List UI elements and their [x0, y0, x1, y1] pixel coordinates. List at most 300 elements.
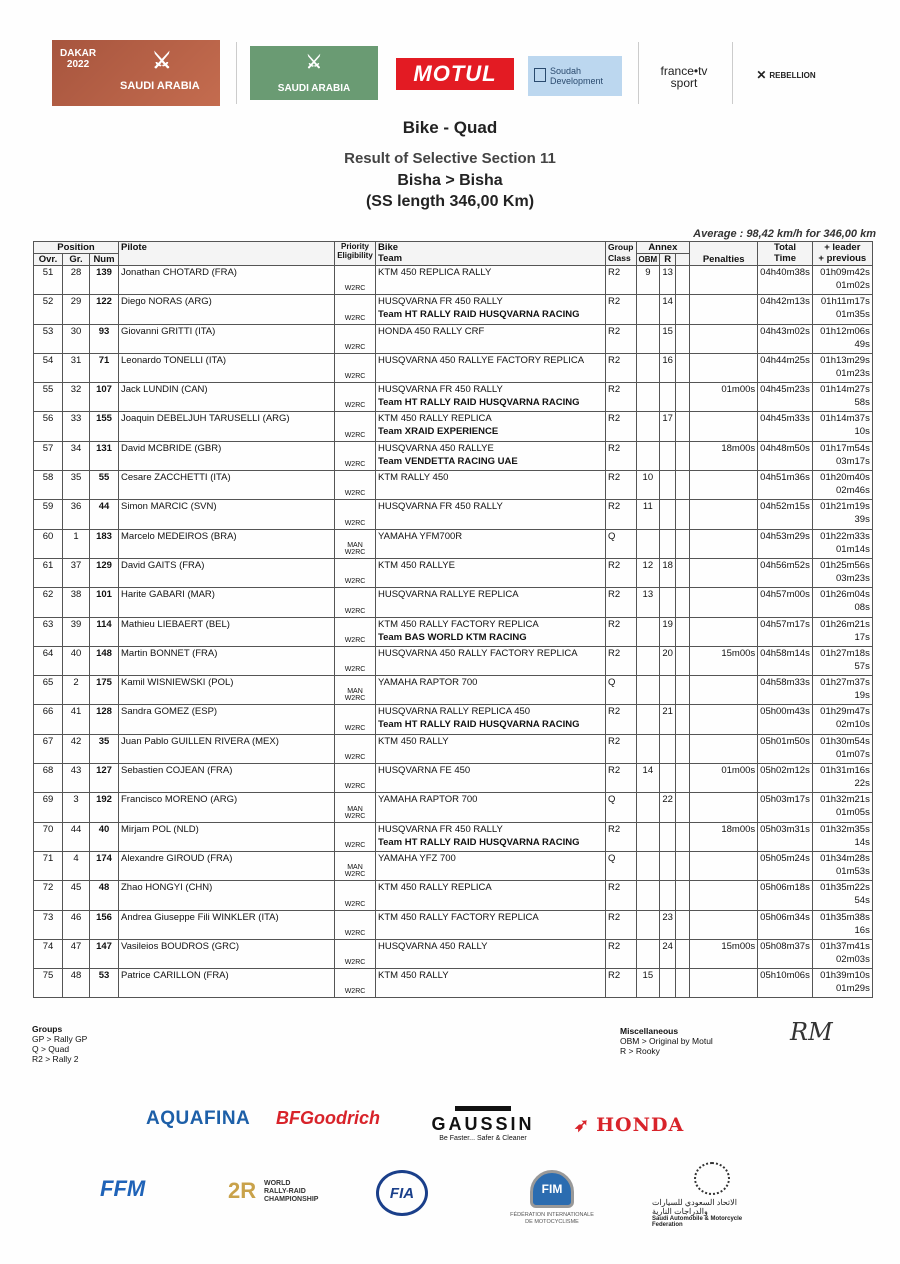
cell-num: 44 — [90, 500, 119, 529]
header-class-label: Class — [608, 253, 631, 263]
gap-leader: 01h39m10s — [820, 970, 870, 982]
cell-gaps — [812, 822, 872, 851]
header-priority-label: Priority — [340, 242, 369, 251]
cell-ovr: 70 — [34, 822, 63, 851]
bike-name: HUSQVARNA FR 450 RALLY — [378, 823, 503, 835]
cell-bike-team — [376, 295, 606, 324]
gap-leader: 01h31m16s — [820, 765, 870, 777]
cell-num: 93 — [90, 324, 119, 353]
cell-num: 147 — [90, 939, 119, 968]
cell-group-class: R2 — [606, 383, 637, 412]
cell-gaps — [812, 910, 872, 939]
table-row — [34, 441, 873, 470]
table-row — [34, 881, 873, 910]
cell-group-class: R2 — [606, 266, 637, 295]
cell-annex-blank — [676, 705, 690, 734]
cell-gr: 42 — [63, 734, 90, 763]
cell-gr: 3 — [63, 793, 90, 822]
header-position: Position — [34, 242, 119, 254]
cell-penalties — [690, 734, 758, 763]
cell-num: 122 — [90, 295, 119, 324]
cell-eligibility: W2RC — [335, 734, 376, 763]
table-row — [34, 969, 873, 998]
cell-eligibility: W2RC — [335, 353, 376, 382]
cell-annex-blank — [676, 676, 690, 705]
cell-penalties — [690, 851, 758, 880]
table-row — [34, 383, 873, 412]
cell-gaps — [812, 676, 872, 705]
cell-group-class: R2 — [606, 558, 637, 587]
cell-ovr: 59 — [34, 500, 63, 529]
gap-previous: 58s — [854, 397, 870, 409]
cell-gaps — [812, 734, 872, 763]
gap-leader: 01h14m37s — [820, 413, 870, 425]
cell-penalties — [690, 705, 758, 734]
cell-gaps — [812, 617, 872, 646]
cell-obm — [636, 939, 660, 968]
cell-rooky — [660, 529, 676, 558]
header-penalties: Penalties — [690, 242, 758, 266]
gap-leader: 01h27m37s — [820, 677, 870, 689]
cell-annex-blank — [676, 266, 690, 295]
bike-name: YAMAHA RAPTOR 700 — [378, 677, 478, 689]
cell-obm: 12 — [636, 558, 660, 587]
gap-previous: 03m17s — [836, 455, 870, 467]
cell-num: 192 — [90, 793, 119, 822]
cell-rooky: 22 — [660, 793, 676, 822]
cell-annex-blank — [676, 646, 690, 675]
gap-previous: 01m14s — [836, 543, 870, 555]
header-annex-blank — [676, 254, 690, 266]
palm-swords-icon: ⚔ — [152, 48, 172, 73]
bike-name: YAMAHA YFZ 700 — [378, 852, 456, 864]
cell-num: 114 — [90, 617, 119, 646]
cell-gaps — [812, 353, 872, 382]
cell-penalties — [690, 910, 758, 939]
cell-total-time: 05h05m24s — [758, 851, 813, 880]
cell-obm: 15 — [636, 969, 660, 998]
cell-num: 183 — [90, 529, 119, 558]
cell-bike-team — [376, 617, 606, 646]
cell-group-class: R2 — [606, 969, 637, 998]
cell-obm — [636, 383, 660, 412]
cell-penalties — [690, 324, 758, 353]
cell-gr: 30 — [63, 324, 90, 353]
cell-rooky: 19 — [660, 617, 676, 646]
bike-name: HUSQVARNA 450 RALLYE — [378, 442, 494, 454]
cell-penalties — [690, 295, 758, 324]
gap-previous: 01m07s — [836, 748, 870, 760]
bike-name: YAMAHA RAPTOR 700 — [378, 794, 478, 806]
cell-ovr: 64 — [34, 646, 63, 675]
cell-pilote: Andrea Giuseppe Fili WINKLER (ITA) — [119, 910, 335, 939]
results-body — [34, 266, 873, 998]
cell-bike-team — [376, 676, 606, 705]
cell-penalties: 15m00s — [690, 646, 758, 675]
cell-rooky — [660, 734, 676, 763]
cell-gr: 37 — [63, 558, 90, 587]
rebellion-icon: ✕ — [756, 68, 767, 82]
ss-length: (SS length 346,00 Km) — [365, 193, 535, 210]
header-bike-team — [376, 242, 606, 266]
cell-num: 53 — [90, 969, 119, 998]
cell-num: 139 — [90, 266, 119, 295]
cell-penalties — [690, 881, 758, 910]
header-priority — [335, 242, 376, 266]
w2rc-mark: 2R — [228, 1178, 257, 1203]
misc-item: OBM > Original by Motul — [620, 1036, 713, 1046]
cell-bike-team — [376, 969, 606, 998]
table-row — [34, 500, 873, 529]
gap-leader: 01h21m19s — [820, 501, 870, 513]
samf-emblem-icon — [694, 1162, 730, 1195]
gap-leader: 01h35m22s — [820, 882, 870, 894]
cell-penalties: 18m00s — [690, 822, 758, 851]
table-row — [34, 734, 873, 763]
cell-group-class: R2 — [606, 939, 637, 968]
table-row — [34, 295, 873, 324]
header-total-label: Total — [774, 242, 796, 253]
header-bike-label: Bike — [378, 242, 399, 253]
cell-obm — [636, 324, 660, 353]
cell-num: 35 — [90, 734, 119, 763]
cell-eligibility: W2RC — [335, 412, 376, 441]
cell-rooky: 17 — [660, 412, 676, 441]
fim-text: FIM — [541, 1182, 563, 1196]
gap-previous: 22s — [854, 778, 870, 790]
rebellion-logo — [742, 64, 830, 86]
gap-previous: 01m29s — [836, 983, 870, 995]
table-row — [34, 676, 873, 705]
cell-eligibility: W2RC — [335, 939, 376, 968]
cell-total-time: 04h53m29s — [758, 529, 813, 558]
header-gr: Gr. — [63, 254, 90, 266]
cell-bike-team — [376, 471, 606, 500]
fim-subtext: FÉDÉRATION INTERNATIONALE DE MOTOCYCLISME — [510, 1212, 594, 1225]
soudah-mark-icon — [534, 68, 546, 82]
rebellion-text: REBELLION — [769, 70, 816, 80]
gap-leader: 01h29m47s — [820, 706, 870, 718]
header-annex: Annex — [636, 242, 690, 254]
cell-pilote: Harite GABARI (MAR) — [119, 588, 335, 617]
cell-pilote: Joaquin DEBELJUH TARUSELLI (ARG) — [119, 412, 335, 441]
bike-name: KTM 450 RALLY REPLICA — [378, 882, 492, 894]
header-num: Num — [90, 254, 119, 266]
header-r: R — [660, 254, 676, 266]
gaussin-text: GAUSSIN — [431, 1114, 535, 1134]
cell-pilote: Mirjam POL (NLD) — [119, 822, 335, 851]
cell-num: 128 — [90, 705, 119, 734]
bike-name: HUSQVARNA FR 450 RALLY — [378, 296, 503, 308]
cell-total-time: 04h44m25s — [758, 353, 813, 382]
gap-previous: 02m10s — [836, 719, 870, 731]
header-eligibility-label: Eligibility — [337, 251, 373, 260]
cell-ovr: 75 — [34, 969, 63, 998]
soudah-logo — [528, 56, 622, 96]
cell-annex-blank — [676, 558, 690, 587]
cell-annex-blank — [676, 324, 690, 353]
cell-penalties: 15m00s — [690, 939, 758, 968]
cell-ovr: 61 — [34, 558, 63, 587]
cell-total-time: 05h01m50s — [758, 734, 813, 763]
average-speed: Average : 98,42 km/h for 346,00 km — [693, 228, 876, 240]
table-row — [34, 646, 873, 675]
gap-previous: 10s — [854, 426, 870, 438]
cell-rooky: 16 — [660, 353, 676, 382]
cell-total-time: 05h03m17s — [758, 793, 813, 822]
gap-leader: 01h35m38s — [820, 911, 870, 923]
cell-gr: 32 — [63, 383, 90, 412]
cell-annex-blank — [676, 588, 690, 617]
cell-group-class: R2 — [606, 881, 637, 910]
cell-rooky — [660, 500, 676, 529]
cell-ovr: 55 — [34, 383, 63, 412]
cell-rooky — [660, 822, 676, 851]
cell-pilote: Vasileios BOUDROS (GRC) — [119, 939, 335, 968]
cell-penalties: 18m00s — [690, 441, 758, 470]
gap-leader: 01h26m04s — [820, 589, 870, 601]
cell-bike-team — [376, 529, 606, 558]
bike-name: HUSQVARNA FE 450 — [378, 765, 471, 777]
samf-arabic-text: الاتحاد السعودي للسيارات والدراجات النارية — [652, 1198, 737, 1216]
table-row — [34, 764, 873, 793]
cell-group-class: R2 — [606, 764, 637, 793]
cell-gr: 45 — [63, 881, 90, 910]
gap-leader: 01h20m40s — [820, 472, 870, 484]
cell-ovr: 69 — [34, 793, 63, 822]
cell-total-time: 04h40m38s — [758, 266, 813, 295]
cell-obm — [636, 646, 660, 675]
cell-pilote: Giovanni GRITTI (ITA) — [119, 324, 335, 353]
cell-group-class: R2 — [606, 295, 637, 324]
page-subtitle: Result of Selective Section 11 — [344, 150, 556, 167]
divider — [638, 42, 639, 104]
cell-total-time: 04h56m52s — [758, 558, 813, 587]
honda-logo — [574, 1114, 684, 1136]
gap-previous: 54s — [854, 895, 870, 907]
cell-pilote: Sebastien COJEAN (FRA) — [119, 764, 335, 793]
team-name: Team HT RALLY RAID HUSQVARNA RACING — [378, 309, 580, 321]
gap-previous: 01m23s — [836, 367, 870, 379]
cell-pilote: Francisco MORENO (ARG) — [119, 793, 335, 822]
cell-annex-blank — [676, 500, 690, 529]
cell-obm — [636, 881, 660, 910]
gap-previous: 01m53s — [836, 865, 870, 877]
cell-annex-blank — [676, 969, 690, 998]
cell-num: 148 — [90, 646, 119, 675]
cell-annex-blank — [676, 471, 690, 500]
cell-eligibility: W2RC — [335, 646, 376, 675]
cell-gr: 29 — [63, 295, 90, 324]
cell-obm: 9 — [636, 266, 660, 295]
cell-eligibility: W2RC — [335, 588, 376, 617]
cell-group-class: R2 — [606, 734, 637, 763]
header-gaps — [812, 242, 872, 266]
w2rc-logo — [228, 1174, 338, 1210]
gap-previous: 01m05s — [836, 807, 870, 819]
cell-annex-blank — [676, 295, 690, 324]
cell-annex-blank — [676, 529, 690, 558]
cell-group-class: Q — [606, 529, 637, 558]
results-table — [33, 241, 873, 998]
cell-penalties — [690, 676, 758, 705]
header-total-time — [758, 242, 813, 266]
cell-annex-blank — [676, 881, 690, 910]
cell-eligibility: W2RC — [335, 910, 376, 939]
cell-obm — [636, 441, 660, 470]
cell-obm — [636, 353, 660, 382]
cell-num: 127 — [90, 764, 119, 793]
cell-bike-team — [376, 441, 606, 470]
header-leader-label: + leader — [824, 242, 861, 253]
header-obm: OBM — [636, 254, 660, 266]
bike-name: KTM 450 REPLICA RALLY — [378, 267, 492, 278]
cell-eligibility: W2RC — [335, 617, 376, 646]
page-title: Bike - Quad — [402, 118, 498, 137]
cell-bike-team — [376, 353, 606, 382]
cell-bike-team — [376, 705, 606, 734]
cell-ovr: 53 — [34, 324, 63, 353]
cell-annex-blank — [676, 793, 690, 822]
cell-eligibility: W2RC — [335, 822, 376, 851]
cell-total-time: 04h52m15s — [758, 500, 813, 529]
table-row — [34, 353, 873, 382]
cell-gr: 1 — [63, 529, 90, 558]
gap-previous: 57s — [854, 660, 870, 672]
cell-obm — [636, 822, 660, 851]
divider — [236, 42, 237, 104]
cell-group-class: Q — [606, 676, 637, 705]
cell-penalties — [690, 471, 758, 500]
cell-total-time: 04h58m14s — [758, 646, 813, 675]
cell-rooky: 20 — [660, 646, 676, 675]
cell-group-class: R2 — [606, 353, 637, 382]
ftv-text: france•tv — [660, 64, 708, 78]
honda-wing-icon: ➶ — [574, 1114, 591, 1136]
cell-annex-blank — [676, 353, 690, 382]
cell-total-time: 04h58m33s — [758, 676, 813, 705]
cell-bike-team — [376, 412, 606, 441]
cell-total-time: 04h48m50s — [758, 441, 813, 470]
cell-eligibility: MAN W2RC — [335, 851, 376, 880]
cell-pilote: Alexandre GIROUD (FRA) — [119, 851, 335, 880]
cell-bike-team — [376, 558, 606, 587]
cell-penalties — [690, 500, 758, 529]
cell-num: 174 — [90, 851, 119, 880]
cell-penalties — [690, 353, 758, 382]
dakar-saudi-logo — [52, 40, 220, 106]
cell-num: 101 — [90, 588, 119, 617]
cell-rooky: 15 — [660, 324, 676, 353]
cell-eligibility: W2RC — [335, 705, 376, 734]
cell-total-time: 05h06m34s — [758, 910, 813, 939]
cell-gaps — [812, 764, 872, 793]
cell-total-time: 05h10m06s — [758, 969, 813, 998]
cell-ovr: 57 — [34, 441, 63, 470]
cell-pilote: Diego NORAS (ARG) — [119, 295, 335, 324]
cell-ovr: 67 — [34, 734, 63, 763]
gap-previous: 14s — [854, 836, 870, 848]
cell-pilote: Simon MARCIC (SVN) — [119, 500, 335, 529]
gap-previous: 02m46s — [836, 485, 870, 497]
cell-total-time: 04h45m23s — [758, 383, 813, 412]
cell-group-class: R2 — [606, 588, 637, 617]
cell-group-class: R2 — [606, 500, 637, 529]
cell-obm — [636, 793, 660, 822]
cell-pilote: Cesare ZACCHETTI (ITA) — [119, 471, 335, 500]
cell-obm — [636, 295, 660, 324]
cell-rooky — [660, 764, 676, 793]
top-sponsor-banner — [52, 38, 882, 108]
cell-obm — [636, 412, 660, 441]
header-team-label: Team — [378, 253, 403, 264]
cell-penalties — [690, 793, 758, 822]
cell-rooky: 24 — [660, 939, 676, 968]
cell-rooky — [660, 881, 676, 910]
gaussin-tagline: Be Faster... Safer & Cleaner — [439, 1135, 527, 1142]
cell-gaps — [812, 500, 872, 529]
cell-group-class: R2 — [606, 822, 637, 851]
misc-title: Miscellaneous — [620, 1026, 679, 1036]
gap-previous: 17s — [854, 631, 870, 643]
cell-bike-team — [376, 939, 606, 968]
cell-pilote: Marcelo MEDEIROS (BRA) — [119, 529, 335, 558]
cell-group-class: R2 — [606, 646, 637, 675]
cell-penalties — [690, 266, 758, 295]
groups-item: R2 > Rally 2 — [32, 1054, 79, 1064]
cell-bike-team — [376, 383, 606, 412]
cell-num: 129 — [90, 558, 119, 587]
cell-gr: 40 — [63, 646, 90, 675]
gap-leader: 01h17m54s — [820, 442, 870, 454]
cell-annex-blank — [676, 822, 690, 851]
groups-item: Q > Quad — [32, 1044, 70, 1054]
cell-obm — [636, 617, 660, 646]
cell-gaps — [812, 646, 872, 675]
cell-num: 107 — [90, 383, 119, 412]
bike-name: KTM 450 RALLY — [378, 970, 449, 982]
header-pilote: Pilote — [119, 242, 335, 266]
cell-ovr: 54 — [34, 353, 63, 382]
gap-leader: 01h27m18s — [820, 647, 870, 659]
team-name: Team HT RALLY RAID HUSQVARNA RACING — [378, 836, 580, 848]
cell-bike-team — [376, 822, 606, 851]
header-group — [606, 242, 637, 266]
cell-ovr: 52 — [34, 295, 63, 324]
table-row — [34, 412, 873, 441]
cell-ovr: 71 — [34, 851, 63, 880]
bike-name: KTM 450 RALLY — [378, 735, 449, 747]
cell-pilote: Mathieu LIEBAERT (BEL) — [119, 617, 335, 646]
cell-penalties: 01m00s — [690, 383, 758, 412]
cell-rooky: 18 — [660, 558, 676, 587]
gap-previous: 39s — [854, 514, 870, 526]
gap-leader: 01h37m41s — [820, 940, 870, 952]
cell-total-time: 04h51m36s — [758, 471, 813, 500]
cell-pilote: Leonardo TONELLI (ITA) — [119, 353, 335, 382]
table-row — [34, 851, 873, 880]
cell-pilote: Kamil WISNIEWSKI (POL) — [119, 676, 335, 705]
cell-ovr: 56 — [34, 412, 63, 441]
cell-gaps — [812, 471, 872, 500]
cell-pilote: Zhao HONGYI (CHN) — [119, 881, 335, 910]
gap-leader: 01h09m42s — [820, 267, 870, 278]
cell-pilote: David GAITS (FRA) — [119, 558, 335, 587]
cell-num: 55 — [90, 471, 119, 500]
team-name: Team HT RALLY RAID HUSQVARNA RACING — [378, 719, 580, 731]
cell-pilote: Jonathan CHOTARD (FRA) — [119, 266, 335, 295]
cell-eligibility: MAN W2RC — [335, 676, 376, 705]
